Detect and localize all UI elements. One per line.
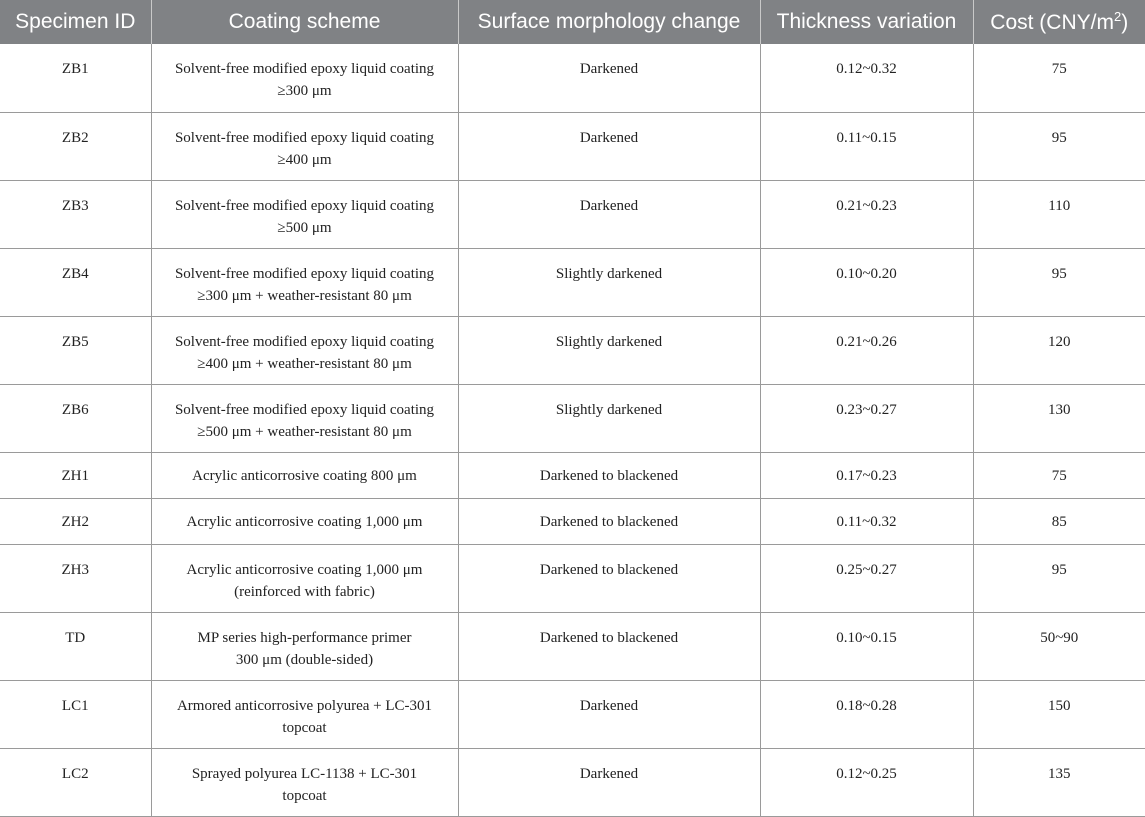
table-row bbox=[0, 544, 1145, 612]
scheme-line-2: ≥500 μm + weather-resistant 80 μm bbox=[197, 423, 412, 440]
cell-morphology: Darkened to blackened bbox=[458, 452, 760, 498]
scheme-line-1: Solvent-free modified epoxy liquid coating bbox=[174, 61, 435, 77]
cell-specimen-id: ZB6 bbox=[0, 384, 151, 452]
header-coating-scheme: Coating scheme bbox=[151, 0, 458, 44]
cell-morphology: Darkened to blackened bbox=[458, 544, 760, 612]
cell-cost: 95 bbox=[973, 544, 1145, 612]
cell-morphology: Darkened to blackened bbox=[458, 612, 760, 680]
scheme-line-1: Solvent-free modified epoxy liquid coating bbox=[174, 401, 435, 418]
cell-thickness: 0.12~0.32 bbox=[760, 44, 973, 112]
cell-thickness: 0.10~0.20 bbox=[760, 248, 973, 316]
header-row bbox=[0, 0, 1145, 44]
table-row bbox=[0, 44, 1145, 112]
cell-coating-scheme bbox=[151, 248, 458, 316]
table-header bbox=[0, 0, 1145, 44]
table-row bbox=[0, 612, 1145, 680]
cell-coating-scheme bbox=[151, 612, 458, 680]
table-row bbox=[0, 248, 1145, 316]
cell-morphology: Slightly darkened bbox=[458, 248, 760, 316]
cell-morphology: Darkened bbox=[458, 748, 760, 816]
cell-thickness: 0.23~0.27 bbox=[760, 384, 973, 452]
cell-coating-scheme bbox=[151, 316, 458, 384]
cell-coating-scheme bbox=[151, 384, 458, 452]
scheme-line-2: ≥300 μm + weather-resistant 80 μm bbox=[197, 287, 412, 304]
cell-cost: 135 bbox=[973, 748, 1145, 816]
scheme-line-2: ≥400 μm + weather-resistant 80 μm bbox=[197, 355, 412, 372]
scheme-line-1: Solvent-free modified epoxy liquid coating bbox=[174, 129, 435, 146]
scheme-line-1: Acrylic anticorrosive coating 800 μm bbox=[192, 467, 417, 484]
cell-coating-scheme bbox=[151, 44, 458, 112]
cell-thickness: 0.11~0.15 bbox=[760, 112, 973, 180]
cell-coating-scheme bbox=[151, 748, 458, 816]
table-body bbox=[0, 44, 1145, 816]
cell-specimen-id: ZB3 bbox=[0, 180, 151, 248]
header-cost-suffix: ) bbox=[1121, 11, 1129, 34]
cell-specimen-id: LC1 bbox=[0, 680, 151, 748]
cell-coating-scheme bbox=[151, 544, 458, 612]
cell-cost: 95 bbox=[973, 112, 1145, 180]
cell-coating-scheme bbox=[151, 180, 458, 248]
cell-specimen-id: ZB1 bbox=[0, 44, 151, 112]
cell-thickness: 0.18~0.28 bbox=[760, 680, 973, 748]
scheme-line-2: ≥400 μm bbox=[277, 151, 332, 168]
cell-cost: 110 bbox=[973, 180, 1145, 248]
cell-morphology: Slightly darkened bbox=[458, 316, 760, 384]
cell-specimen-id: TD bbox=[0, 612, 151, 680]
header-cost bbox=[973, 0, 1145, 44]
cell-specimen-id: ZB2 bbox=[0, 112, 151, 180]
table-row bbox=[0, 384, 1145, 452]
cell-morphology: Darkened bbox=[458, 680, 760, 748]
cell-thickness: 0.21~0.26 bbox=[760, 316, 973, 384]
header-thickness-variation: Thickness variation bbox=[760, 0, 973, 44]
cell-specimen-id: ZH3 bbox=[0, 544, 151, 612]
table-row bbox=[0, 498, 1145, 544]
cell-specimen-id: LC2 bbox=[0, 748, 151, 816]
cell-cost: 50~90 bbox=[973, 612, 1145, 680]
cell-morphology: Darkened bbox=[458, 44, 760, 112]
table-row bbox=[0, 180, 1145, 248]
table-row bbox=[0, 680, 1145, 748]
scheme-line-1: Acrylic anticorrosive coating 1,000 μm bbox=[186, 561, 423, 578]
table-row bbox=[0, 316, 1145, 384]
cell-morphology: Darkened bbox=[458, 112, 760, 180]
header-surface-morphology: Surface morphology change bbox=[458, 0, 760, 44]
cell-thickness: 0.21~0.23 bbox=[760, 180, 973, 248]
scheme-line-1: Solvent-free modified epoxy liquid coating bbox=[174, 197, 435, 214]
scheme-line-1: Solvent-free modified epoxy liquid coating bbox=[174, 333, 435, 350]
scheme-line-2: 300 μm (double-sided) bbox=[235, 651, 374, 668]
cell-cost: 120 bbox=[973, 316, 1145, 384]
scheme-line-2: topcoat bbox=[282, 719, 327, 736]
header-specimen-id: Specimen ID bbox=[0, 0, 151, 44]
cell-specimen-id: ZH1 bbox=[0, 452, 151, 498]
cell-coating-scheme bbox=[151, 498, 458, 544]
scheme-line-1: Sprayed polyurea LC-1138 + LC-301 bbox=[191, 765, 418, 782]
cell-morphology: Darkened to blackened bbox=[458, 498, 760, 544]
scheme-line-2: topcoat bbox=[282, 787, 327, 804]
header-cost-sup: 2 bbox=[1113, 9, 1122, 24]
cell-specimen-id: ZB4 bbox=[0, 248, 151, 316]
scheme-line-2: ≥500 μm bbox=[277, 219, 332, 236]
cell-cost: 85 bbox=[973, 498, 1145, 544]
cell-cost: 75 bbox=[973, 44, 1145, 112]
cell-coating-scheme bbox=[151, 112, 458, 180]
cell-morphology: Darkened bbox=[458, 180, 760, 248]
cell-specimen-id: ZH2 bbox=[0, 498, 151, 544]
cell-thickness: 0.10~0.15 bbox=[760, 612, 973, 680]
scheme-line-2: (reinforced with fabric) bbox=[234, 583, 375, 600]
cell-coating-scheme bbox=[151, 452, 458, 498]
cell-specimen-id: ZB5 bbox=[0, 316, 151, 384]
scheme-line-1: Armored anticorrosive polyurea + LC-301 bbox=[176, 697, 433, 714]
cell-coating-scheme bbox=[151, 680, 458, 748]
header-cost-prefix: Cost (CNY/m bbox=[990, 11, 1114, 34]
cell-thickness: 0.17~0.23 bbox=[760, 452, 973, 498]
cell-cost: 150 bbox=[973, 680, 1145, 748]
cell-morphology: Slightly darkened bbox=[458, 384, 760, 452]
scheme-line-1: Acrylic anticorrosive coating 1,000 μm bbox=[186, 513, 423, 530]
table-row bbox=[0, 748, 1145, 816]
cell-thickness: 0.11~0.32 bbox=[760, 498, 973, 544]
cell-thickness: 0.25~0.27 bbox=[760, 544, 973, 612]
cell-cost: 130 bbox=[973, 384, 1145, 452]
cell-cost: 75 bbox=[973, 452, 1145, 498]
scheme-line-1: Solvent-free modified epoxy liquid coating bbox=[174, 265, 435, 282]
table-row bbox=[0, 452, 1145, 498]
scheme-line-1: MP series high-performance primer bbox=[197, 629, 412, 646]
cell-thickness: 0.12~0.25 bbox=[760, 748, 973, 816]
cell-cost: 95 bbox=[973, 248, 1145, 316]
table-row bbox=[0, 112, 1145, 180]
scheme-line-2: ≥300 μm bbox=[277, 83, 332, 99]
